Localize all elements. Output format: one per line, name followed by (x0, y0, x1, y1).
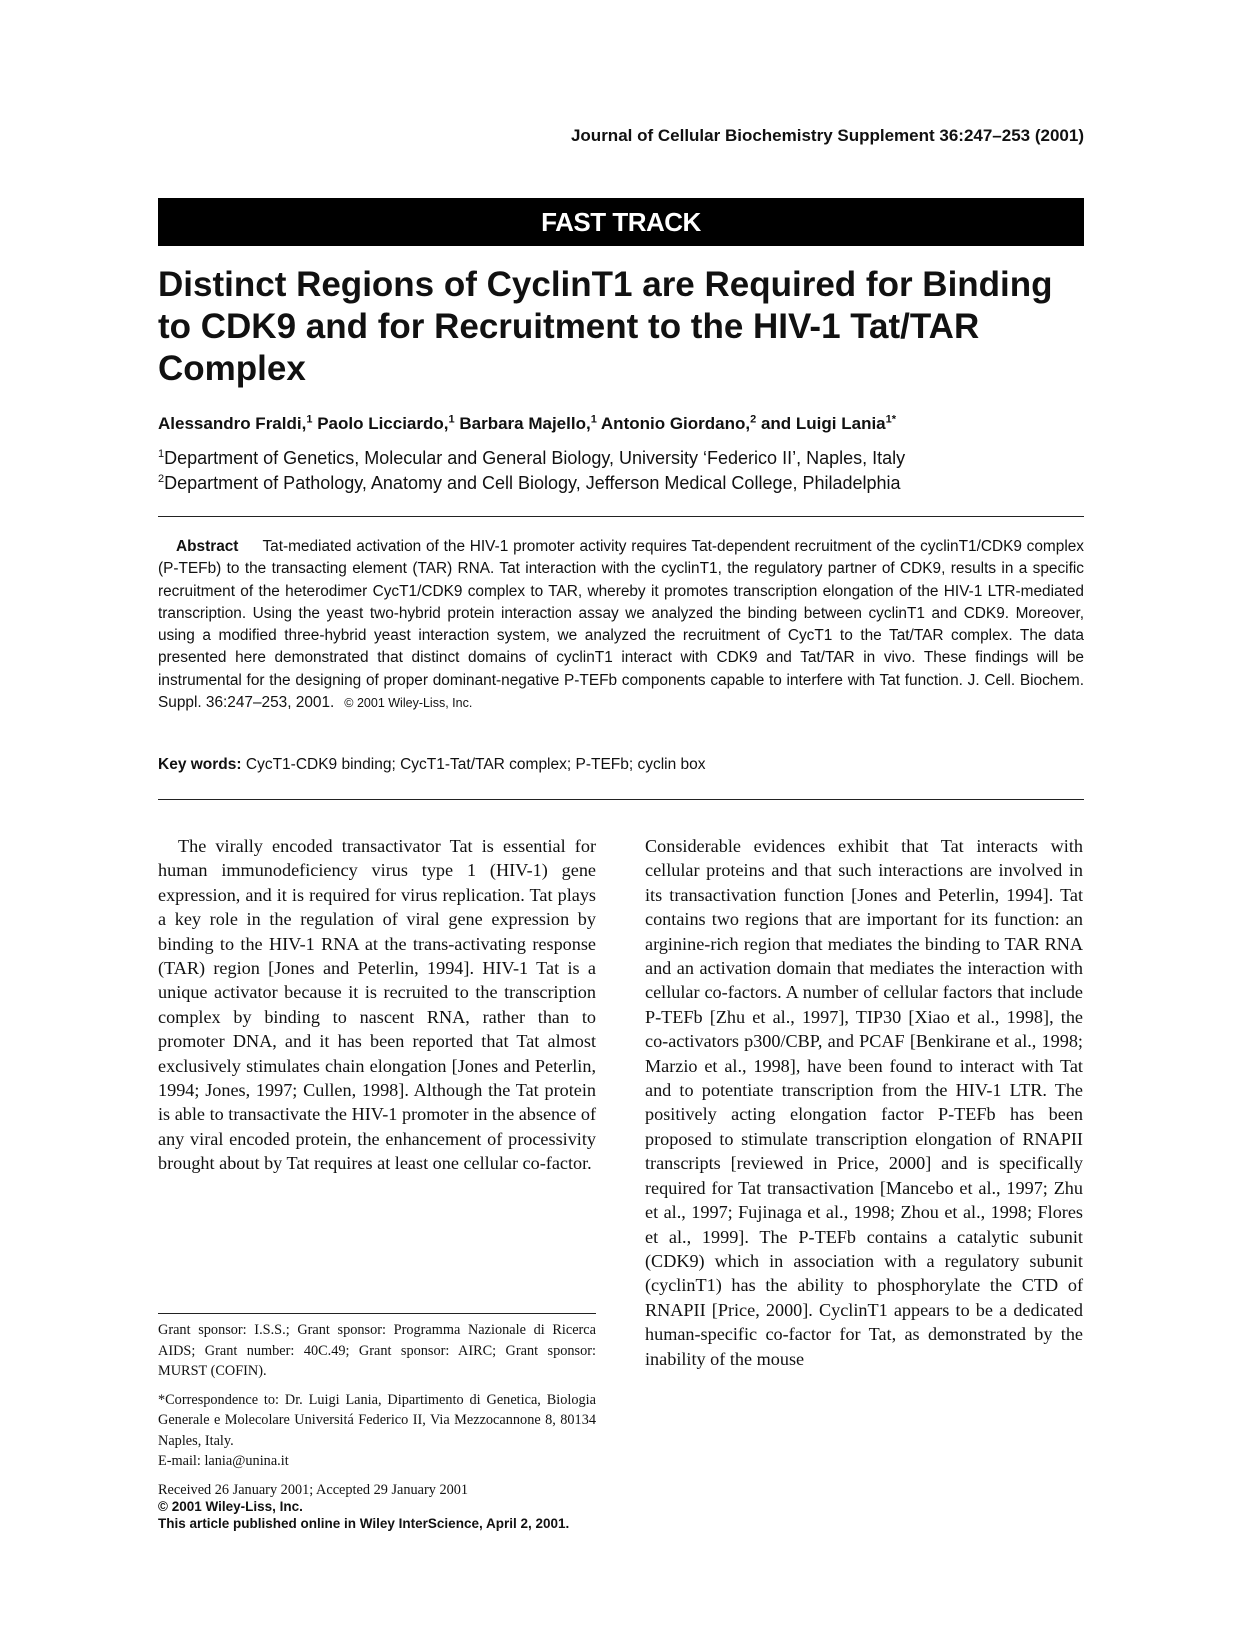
abstract-text: Tat-mediated activation of the HIV-1 promoter activity requires Tat-dependent recruitment of the cyclinT1/CDK9 complex (P-TEFb) to the transacting element (TAR) RNA. Tat interaction with the cyclinT1, the regulatory partner of CDK9, results in a specific recruitment of the heterodimer CycT1/CDK9 complex to TAR, whereby it promotes transcription elongation of the HIV-1 LTR-mediated transcription. Using the yeast two-hybrid protein interaction assay we analyzed the binding between cyclinT1 and CDK9. Moreover, using a modified three-hybrid yeast interaction system, we analyzed the recruitment of CycT1 to the Tat/TAR complex. The data presented here demonstrated that distinct domains of cyclinT1 interact with CDK9 and Tat/TAR in vivo. These findings will be instrumental for the designing of proper dominant-negative P-TEFb components capable to interfere with Tat function. J. Cell. Biochem. Suppl. 36:247–253, 2001. (158, 538, 1084, 712)
footnote-divider (158, 1313, 596, 1314)
author-affiliation-mark: 1 (590, 413, 597, 426)
keywords (158, 756, 706, 774)
abstract (158, 536, 1084, 714)
keywords-text: CycT1-CDK9 binding; CycT1-Tat/TAR complex; P-TEFb; cyclin box (245, 756, 706, 773)
affiliation (158, 446, 905, 471)
abstract-label: Abstract (176, 538, 239, 555)
affiliation-text: Department of Pathology, Anatomy and Cell Biology, Jefferson Medical College, Philadelphia (164, 473, 901, 493)
affiliation-mark: 2 (158, 473, 165, 485)
author-affiliation-mark: 2 (750, 413, 757, 426)
author: Barbara Majello, (459, 414, 591, 433)
affiliation (158, 471, 905, 496)
body-paragraph: The virally encoded transactivator Tat is essential for human immunodeficiency virus type 1 (HIV-1) gene expression, and it is required for virus replication. Tat plays a key role in the regulation of viral gene expression by binding to the HIV-1 RNA at the trans-activating response (TAR) region [Jones and Peterlin, 1994]. HIV-1 Tat is a unique activator because it is recruited to the transcription complex by binding to nascent RNA, rather than to promoter DNA, and it has been reported that Tat almost exclusively stimulates chain elongation [Jones and Peterlin, 1994; Jones, 1997; Cullen, 1998]. Although the Tat protein is able to transactivate the HIV-1 promoter in the absence of any viral encoded protein, the enhancement of processivity brought about by Tat requires at least one cellular co-factor. (158, 836, 596, 1174)
footnotes (158, 1320, 596, 1508)
copyright-line: © 2001 Wiley-Liss, Inc. (158, 1499, 303, 1514)
online-publication-line: This article published online in Wiley InterScience, April 2, 2001. (158, 1516, 570, 1531)
author-affiliation-mark: 1* (885, 413, 897, 426)
body-column-left (158, 834, 596, 1176)
body-column-right (645, 834, 1083, 1371)
keywords-label: Key words: (158, 756, 242, 773)
affiliation-text: Department of Genetics, Molecular and General Biology, University ‘Federico II’, Naples, Italy (164, 448, 906, 468)
author-list (158, 414, 896, 434)
body-paragraph: Considerable evidences exhibit that Tat interacts with cellular proteins and that such interactions are involved in its transactivation function [Jones and Peterlin, 1994]. Tat contains two regions that are important for its function: an arginine-rich region that mediates the binding to TAR RNA and an activation domain that mediates the interaction with cellular co-factors. A number of cellular factors that include P-TEFb [Zhu et al., 1997], TIP30 [Xiao et al., 1998], the co-activators p300/CBP, and PCAF [Benkirane et al., 1998; Marzio et al., 1998], have been found to interact with Tat and to potentiate transcription from the HIV-1 LTR. The positively acting elongation factor P-TEFb has been proposed to stimulate transcription elongation of RNAPII transcripts [reviewed in Price, 2000] and is specifically required for Tat transactivation [Mancebo et al., 1997; Zhu et al., 1997; Fujinaga et al., 1998; Zhou et al., 1998; Flores et al., 1999]. The P-TEFb contains a catalytic subunit (CDK9) which in association with a regulatory subunit (cyclinT1) has the ability to phosphorylate the CTD of RNAPII [Price, 2000]. CyclinT1 appears to be a dedicated human-specific co-factor for Tat, as demonstrated by the inability of the mouse (645, 836, 1083, 1369)
author: Antonio Giordano, (600, 414, 751, 433)
author: Alessandro Fraldi, (158, 414, 307, 433)
email-link[interactable]: E-mail: lania@unina.it (158, 1453, 289, 1469)
author: and Luigi Lania (760, 414, 886, 433)
divider (158, 799, 1084, 800)
divider (158, 516, 1084, 517)
author-affiliation-mark: 1 (306, 413, 313, 426)
abstract-copyright: © 2001 Wiley-Liss, Inc. (344, 696, 473, 711)
received-date: Received 26 January 2001; Accepted 29 January 2001 (158, 1481, 469, 1498)
affiliation-list (158, 446, 905, 496)
author-affiliation-mark: 1 (448, 413, 455, 426)
author: Paolo Licciardo, (317, 414, 449, 433)
correspondence-footnote: *Correspondence to: Dr. Luigi Lania, Dipartimento di Genetica, Biologia Generale e Molecolare Universitá Federico II, Via Mezzocannone 8, 80134 Naples, Italy. (158, 1391, 596, 1449)
affiliation-mark: 1 (158, 448, 165, 460)
fast-track-banner: FAST TRACK (158, 198, 1084, 246)
article-title: Distinct Regions of CyclinT1 are Required for Binding to CDK9 and for Recruitment to the HIV-1 Tat/TAR Complex (158, 265, 1053, 388)
journal-citation: Journal of Cellular Biochemistry Supplement 36:247–253 (2001) (570, 126, 1084, 145)
copyright-block (158, 1498, 569, 1532)
grant-footnote: Grant sponsor: I.S.S.; Grant sponsor: Programma Nazionale di Ricerca AIDS; Grant number: 40C.49; Grant sponsor: AIRC; Grant sponsor: MURST (COFIN). (158, 1322, 596, 1379)
